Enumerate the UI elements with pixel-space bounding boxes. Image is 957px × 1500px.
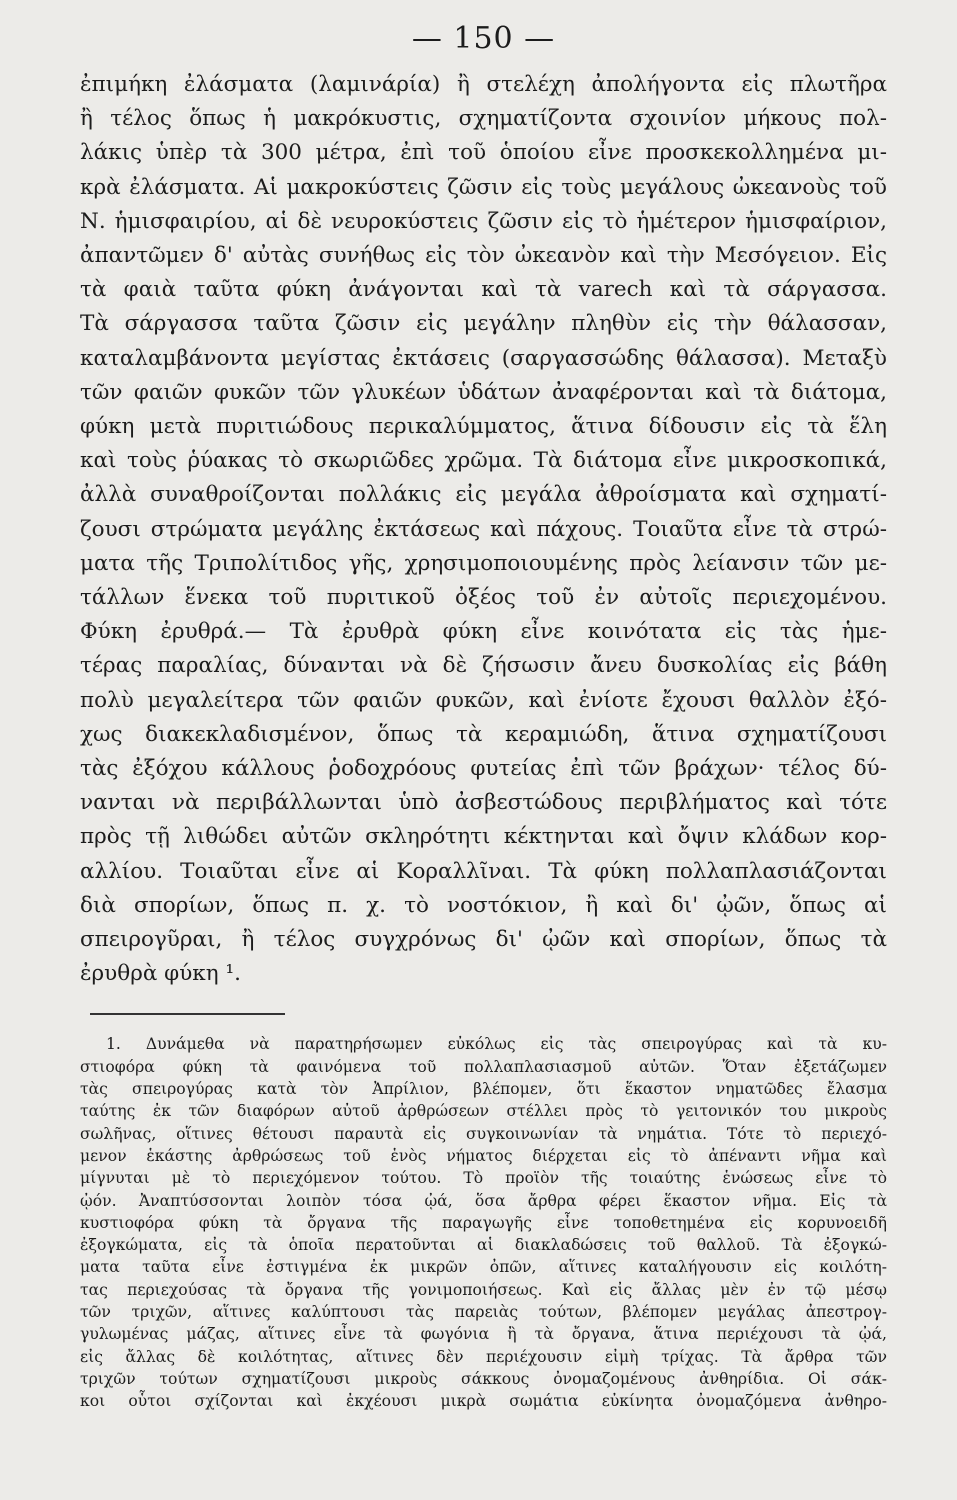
footnote-line: τὰς σπειρογύρας κατὰ τὸν Ἀπρίλιον, βλέπομεν, ὅτι ἕκαστον νηματῶδες ἔλασμα — [80, 1080, 887, 1099]
body-text-line: φύκη μετὰ πυριτιώδους περικαλύμματος, ἅτινα δίδουσιν εἰς τὰ ἕλη — [80, 414, 887, 440]
body-text-line: Τὰ σάργασσα ταῦτα ζῶσιν εἰς μεγάλην πληθὺν εἰς τὴν θάλασσαν, — [80, 311, 887, 337]
body-text-line: καὶ τοὺς ῥύακας τὸ σκωριῶδες χρῶμα. Τὰ διάτομα εἶνε μικροσκοπικά, — [80, 448, 887, 474]
page-number: — 150 — — [411, 21, 556, 56]
body-text-line: τὰ φαιὰ ταῦτα φύκη ἀνάγονται καὶ τὰ varech καὶ τὰ σάργασσα. — [80, 277, 887, 303]
body-text-line: τὰς ἐξόχου κάλλους ῥοδοχρόους φυτείας ἐπὶ τῶν βράχων· τέλος δύ- — [80, 756, 887, 782]
body-text-line: ἢ τέλος ὅπως ἡ μακρόκυστις, σχηματίζοντα σχοινίον μήκους πολ- — [80, 106, 887, 132]
footnote-line: μενον ἑκάστης ἀρθρώσεως τοῦ ἑνὸς νήματος διέρχεται εἰς τὸ ἀπέναντι νῆμα καὶ — [80, 1146, 887, 1165]
body-text-line: νανται νὰ περιβάλλωνται ὑπὸ ἀσβεστώδους περιβλήματος καὶ τότε — [80, 790, 887, 816]
body-text-line: τάλλων ἕνεκα τοῦ πυριτικοῦ ὀξέος τοῦ ἐν αὐτοῖς περιεχομένου. — [80, 585, 887, 611]
footnote-line: 1. Δυνάμεθα νὰ παρατηρήσωμεν εὐκόλως εἰς τὰς σπειρογύρας καὶ τὰ κυ- — [106, 1035, 887, 1054]
footnote-line: κοι οὗτοι σχίζονται καὶ ἐκχέουσι μικρὰ σωμάτια εὐκίνητα ὀνομαζόμενα ἀνθηρο- — [80, 1392, 887, 1411]
body-text-line: ἀπαντῶμεν δ' αὐτὰς συνήθως εἰς τὸν ὠκεανὸν καὶ τὴν Μεσόγειον. Εἰς — [80, 243, 887, 269]
body-text-line: αλλίου. Τοιαῦται εἶνε αἱ Κοραλλῖναι. Τὰ φύκη πολλαπλασιάζονται — [80, 858, 887, 884]
body-text-line: διὰ σπορίων, ὅπως π. χ. τὸ νοστόκιον, ἢ καὶ δι' ᾠῶν, ὅπως αἱ — [80, 892, 887, 918]
body-text-line: ἀλλὰ συναθροίζονται πολλάκις εἰς μεγάλα ἀθροίσματα καὶ σχηματί- — [80, 482, 887, 508]
footnote-line: μίγνυται μὲ τὸ περιεχόμενον τούτου. Τὸ προϊὸν τῆς τοιαύτης ἑνώσεως εἶνε τὸ — [80, 1169, 887, 1188]
footnote-line: ἐξογκώματα, εἰς τὰ ὁποῖα περατοῦνται αἱ διακλαδώσεις τοῦ θαλλοῦ. Τὰ ἐξογκώ- — [80, 1236, 887, 1255]
body-text-line: Φύκη ἐρυθρά.— Τὰ ἐρυθρὰ φύκη εἶνε κοινότατα εἰς τὰς ἡμε- — [80, 619, 887, 645]
body-text — [80, 68, 887, 991]
footnote-line: τῶν τριχῶν, αἵτινες καλύπτουσι τὰς παρειὰς τούτων, βλέπομεν μεγάλας ἀπεστρογ- — [80, 1303, 887, 1322]
footnote-divider — [90, 1013, 285, 1015]
footnote-line: εἰς ἄλλας δὲ κοιλότητας, αἵτινες δὲν περιέχουσιν εἰμὴ τρίχας. Τὰ ἄρθρα τῶν — [80, 1347, 887, 1366]
footnote-line: τας περιεχούσας τὰ ὄργανα τῆς γονιμοποιήσεως. Καὶ εἰς ἄλλας μὲν ἐν τῷ μέσῳ — [80, 1280, 887, 1299]
body-text-line: πολὺ μεγαλείτερα τῶν φαιῶν φυκῶν, καὶ ἐνίοτε ἔχουσι θαλλὸν ἐξό- — [80, 687, 887, 713]
body-text-line: ζουσι στρώματα μεγάλης ἐκτάσεως καὶ πάχους. Τοιαῦτα εἶνε τὰ στρώ- — [80, 516, 887, 542]
footnote-line: ματα ταῦτα εἶνε ἐστιγμένα ἐκ μικρῶν ὀπῶν, αἵτινες καταλήγουσιν εἰς κοιλότη- — [80, 1258, 887, 1277]
body-text-line: καταλαμβάνοντα μεγίστας ἐκτάσεις (σαργασσώδης θάλασσα). Μεταξὺ — [80, 345, 887, 371]
body-text-line: ἐπιμήκη ἐλάσματα (λαμινάρία) ἢ στελέχη ἀπολήγοντα εἰς πλωτῆρα — [80, 72, 887, 97]
body-text-line: χως διακεκλαδισμένον, ὅπως τὰ κεραμιώδη, ἅτινα σχηματίζουσι — [80, 721, 887, 747]
body-text-line: λάκις ὑπὲρ τὰ 300 μέτρα, ἐπὶ τοῦ ὁποίου εἶνε προσκεκολλημένα μι- — [80, 140, 887, 166]
body-text-line: σπειρογῦραι, ἢ τέλος συγχρόνως δι' ᾠῶν καὶ σπορίων, ὅπως τὰ — [80, 927, 887, 953]
footnote-line: σωλῆνας, οἵτινες θέτουσι παραυτὰ εἰς συγκοινωνίαν τὰ νημάτια. Τότε τὸ περιεχό- — [80, 1124, 887, 1143]
footnote-line: ᾠόν. Ἀναπτύσσονται λοιπὸν τόσα ᾠά, ὅσα ἄρθρα φέρει ἕκαστον νῆμα. Εἰς τὰ — [80, 1191, 887, 1210]
footnote-line: γυλωμένας μάζας, αἵτινες εἶνε τὰ φωγόνια ἢ τὰ ὄργανα, ἅτινα περιέχουσι τὰ ᾠά, — [80, 1325, 887, 1344]
body-text-line: τέρας παραλίας, δύνανται νὰ δὲ ζήσωσιν ἄνευ δυσκολίας εἰς βάθη — [80, 653, 887, 679]
body-text-line: ἐρυθρὰ φύκη ¹. — [80, 961, 241, 987]
body-text-line: Ν. ἡμισφαιρίου, αἱ δὲ νευροκύστεις ζῶσιν εἰς τὸ ἡμέτερον ἡμισφαίριον, — [80, 208, 887, 234]
footnote — [80, 1033, 887, 1412]
footnote-line: κυστιοφόρα φύκη τὰ ὄργανα τῆς παραγωγῆς εἶνε τοποθετημένα εἰς κορυνοειδῆ — [80, 1213, 887, 1232]
footnote-line: τριχῶν τούτων σχηματίζουσι μικροὺς σάκκους ὀνομαζομένους ἀνθηρίδια. Οἱ σάκ- — [80, 1369, 887, 1388]
body-text-line: τῶν φαιῶν φυκῶν τῶν γλυκέων ὑδάτων ἀναφέρονται καὶ τὰ διάτομα, — [80, 379, 887, 405]
body-text-line: κρὰ ἐλάσματα. Αἱ μακροκύστεις ζῶσιν εἰς τοὺς μεγάλους ὠκεανοὺς τοῦ — [80, 174, 887, 200]
footnote-line: ταύτης ἐκ τῶν διαφόρων αὐτοῦ ἀρθρώσεων στέλλει πρὸς τὸ γειτονικόν του μικροὺς — [80, 1102, 887, 1121]
body-text-line: πρὸς τῇ λιθώδει αὐτῶν σκληρότητι κέκτηνται καὶ ὄψιν κλάδων κορ- — [80, 824, 887, 850]
body-text-line: ματα τῆς Τριπολίτιδος γῆς, χρησιμοποιουμένης πρὸς λείανσιν τῶν με- — [80, 550, 887, 576]
footnote-line: στιοφόρα φύκη τὰ φαινόμενα τοῦ πολλαπλασιασμοῦ αὐτῶν. Ὅταν ἐξετάζωμεν — [80, 1057, 887, 1076]
